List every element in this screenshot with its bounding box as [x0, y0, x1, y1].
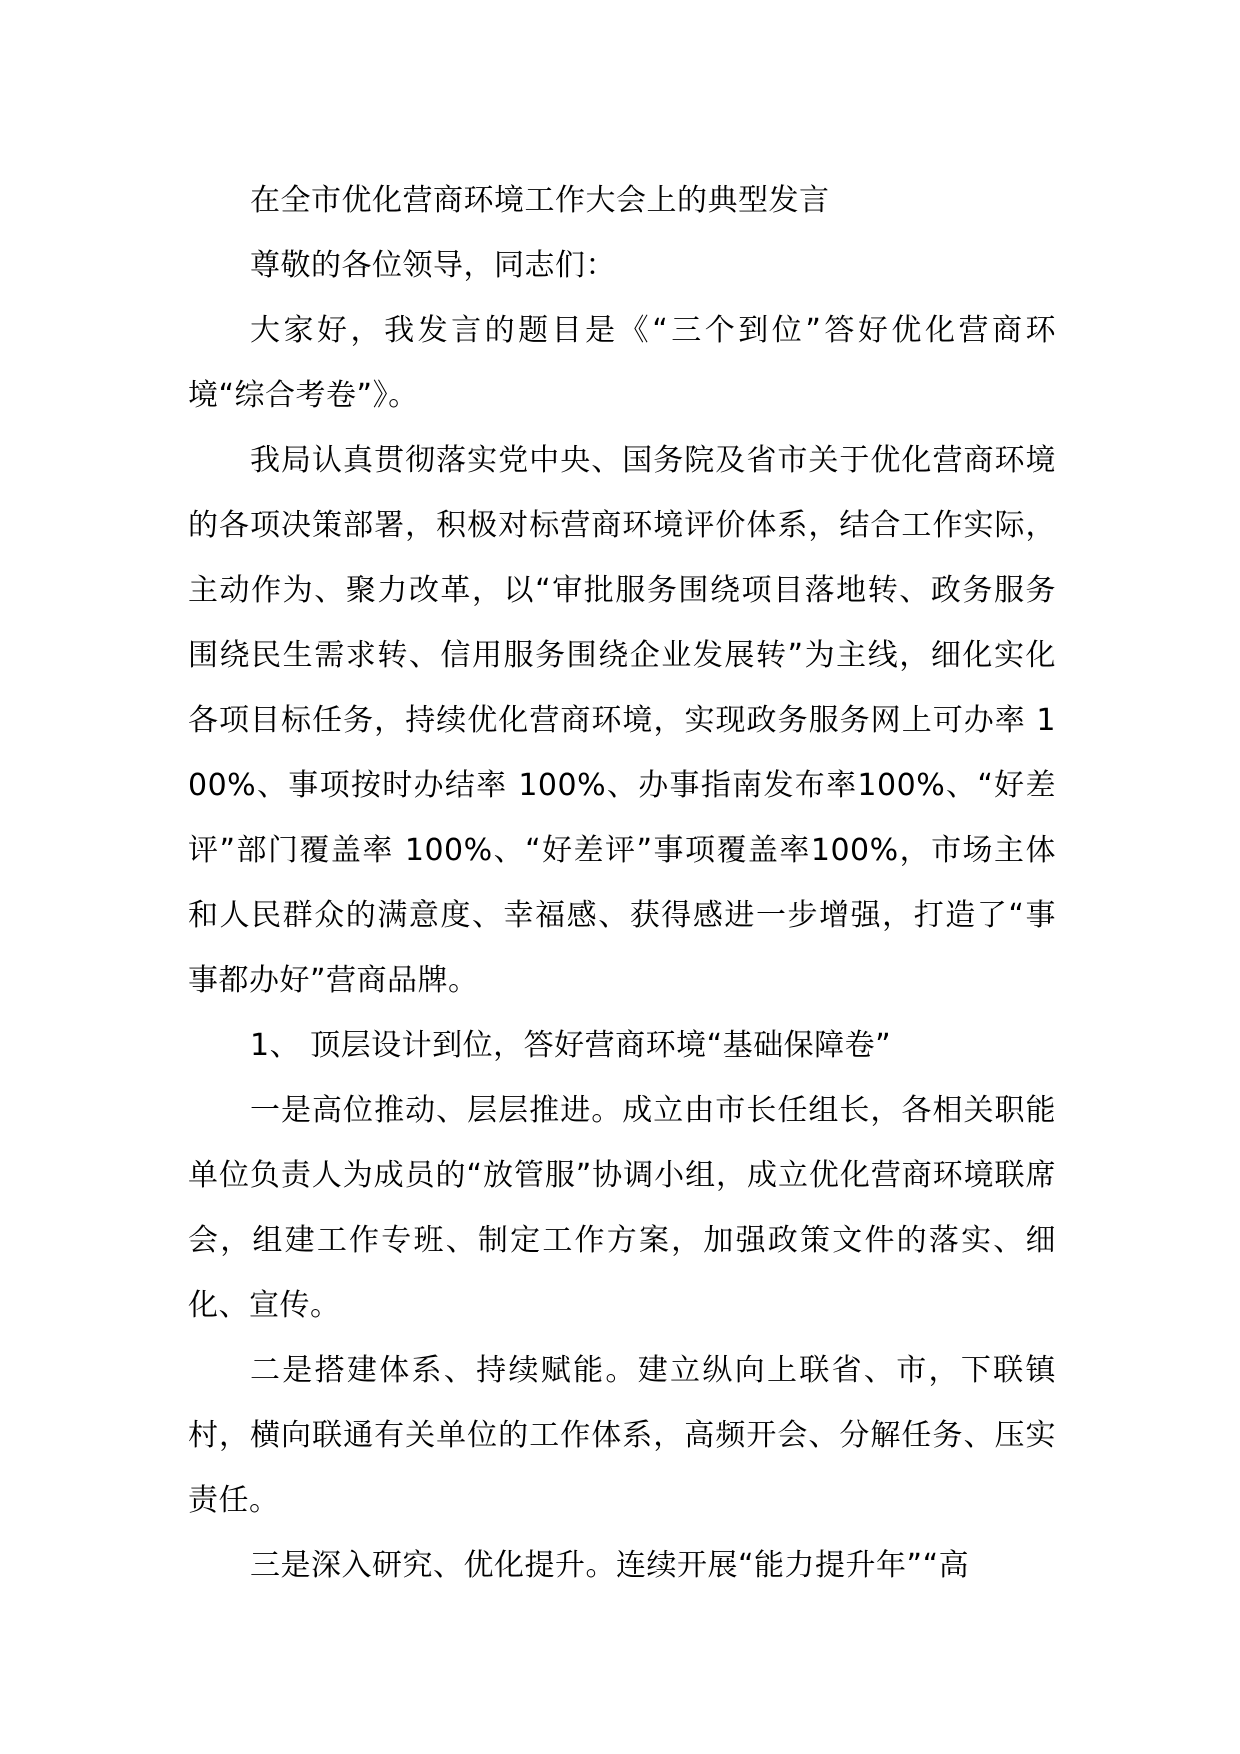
section-heading-1: 1、 顶层设计到位，答好营商环境“基础保障卷” [250, 1028, 892, 1063]
paragraph-topic: 大家好，我发言的题目是《“三个到位”答好优化营商环境“综合考卷”》。 [188, 313, 1056, 413]
paragraph-point-3: 三是深入研究、优化提升。连续开展“能力提升年”“高 [250, 1548, 970, 1583]
document-body [188, 168, 1056, 1598]
paragraph-point-2: 二是搭建体系、持续赋能。建立纵向上联省、市，下联镇村，横向联通有关单位的工作体系，高频开会、分解任务、压实责任。 [188, 1353, 1056, 1518]
salutation: 尊敬的各位领导，同志们： [250, 248, 616, 283]
paragraph-overview: 我局认真贯彻落实党中央、国务院及省市关于优化营商环境的各项决策部署，积极对标营商环境评价体系，结合工作实际，主动作为、聚力改革，以“审批服务围绕项目落地转、政务服务围绕民生需求转、信用服务围绕企业发展转”为主线，细化实化各项目标任务，持续优化营商环境，实现政务服务网上可办率 100%、事项按时办结率 100%、办事指南发布率100%、“好差评”部门覆盖率 100%、“好差评”事项覆盖率100%，市场主体和人民群众的满意度、幸福感、获得感进一步增强，打造了“事事都办好”营商品牌。 [188, 443, 1056, 998]
document-title: 在全市优化营商环境工作大会上的典型发言 [250, 183, 830, 218]
paragraph-point-1: 一是高位推动、层层推进。成立由市长任组长，各相关职能单位负责人为成员的“放管服”协调小组，成立优化营商环境联席会，组建工作专班、制定工作方案，加强政策文件的落实、细化、宣传。 [188, 1093, 1056, 1323]
